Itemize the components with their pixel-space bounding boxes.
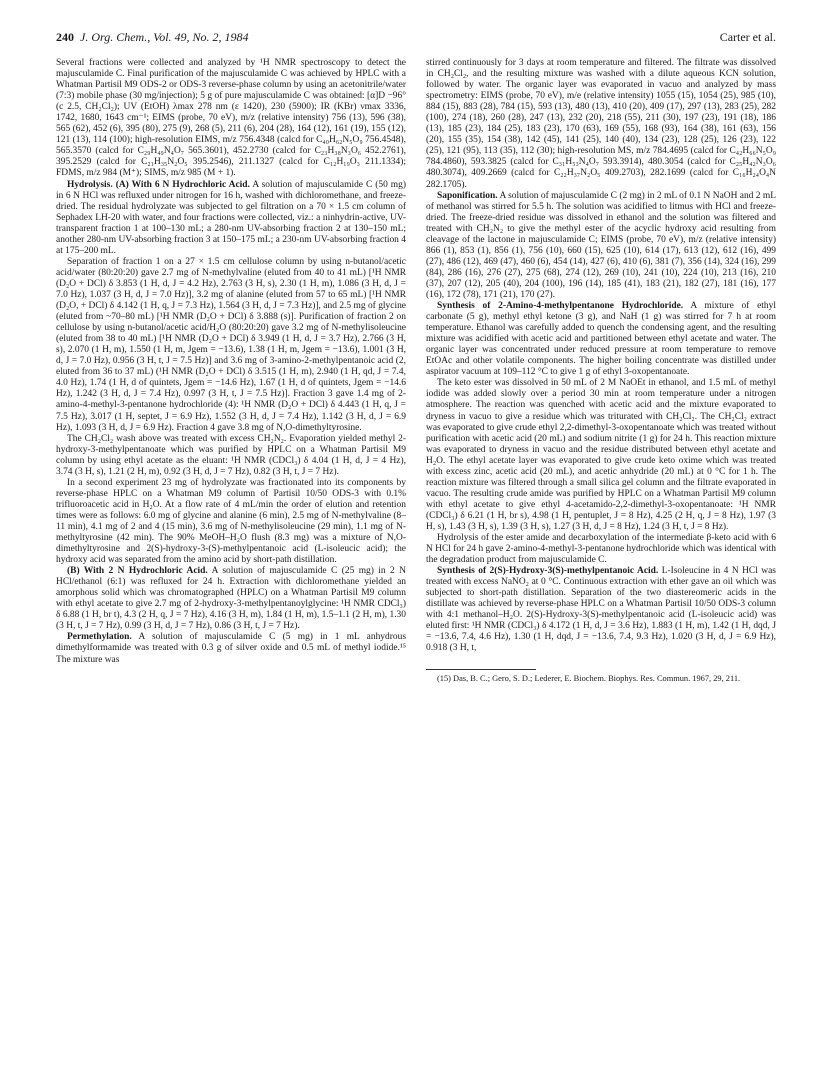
- paragraph: [56, 434, 406, 478]
- paragraph-text: In a second experiment 23 mg of hydrolyzate was fractionated into its components by reverse-phase HPLC on a Whatman M9 column of Partisil 10/50 ODS-3 with 0.1% trifluoroacetic acid in H₂O. At a flow rate of 4 mL/min the order of elution and retention times were as follows: 6.0 mg of glycine and alanine (6 min), 2.5 mg of N-methylvaline (8–11 min), 4.1 mg of 2 and 4 (15 min), 3.6 mg of N-methylisoleucine (29 min), 1.1 mg of N-methyltyrosine (42 min). The 90% MeOH–H₂O flush (8.3 mg) was a mixture of N,O-dimethyltyrosine and 2(S)-hydroxy-3-(S)-methylpentanoic acid (L-isoleucic acid); the hydroxy acid was separated from the amino acid by short-path distillation.: [56, 477, 406, 566]
- paragraph-text: A solution of majusculamide C (25 mg) in 2 N HCl/ethanol (6:1) was refluxed for 24 h. Extraction with dichloromethane yielded an amorphous solid which was chromatographed (HPLC) on a Whatman Partisil M9 column with ethyl acetate to give 2.7 mg of 2-hydroxy-3-methylpentanoylglycine: ¹H NMR CDCl₃) δ 6.88 (1 H, br t), 4.3 (2 H, q, J = 7 Hz), 4.16 (3 H, m), 1.84 (1 H, m), 1.5–1.1 (2 H, m), 1.30 (3 H, t, J = 7 Hz), 0.99 (3 H, d, J = 7 Hz), 0.86 (3 H, t, J = 7 Hz).: [56, 566, 406, 632]
- paragraph: [426, 58, 776, 191]
- paragraph-text: The keto ester was dissolved in 50 mL of 2 M NaOEt in ethanol, and 1.5 mL of methyl iodide was added slowly over a period 30 min at room temperature under a nitrogen atmosphere. The reaction was quenched with acetic acid and the mixture evaporated to dryness in vacuo to give a residue which was triturated with CH₂Cl₂. The CH₂Cl₂ extract was evaporated to give crude ethyl 2,2-dimethyl-3-oxopentanoate which was treated without purification with acetic acid (20 mL) and sodium nitrite (1 g) for 24 h. This reaction mixture was evaporated to dryness in vacuo and the residue distributed between ethyl acetate and H₂O. The ethyl acetate layer was evaporated to give crude keto oxime which was treated with excess zinc, acetic acid (20 mL), and acetic anhydride (20 mL) at 0 °C for 1 h. The reaction mixture was filtered through a small silica gel column and the filtrate evaporated in vacuo. The resulting crude amide was purified by HPLC on a Whatman Partisil M9 column with ethyl acetate to give ethyl 4-acetamido-2,2-dimethyl-3-oxopentanoate: ¹H NMR (CDCl₃) δ 6.21 (1 H, br s), 4.98 (1 H, pentuplet, J = 8 Hz), 4.25 (2 H, q, J = 8 Hz), 1.97 (3 H, s), 1.43 (3 H, s), 1.39 (3 H, s), 1.27 (3 H, d, J = 8 Hz), 1.24 (3 H, t, J = 8 Hz).: [426, 378, 776, 532]
- paragraph-text: Hydrolysis of the ester amide and decarboxylation of the intermediate β-keto acid with 6 N HCl for 24 h gave 2-amino-4-methyl-3-pentanone hydrochloride which was identical with the degradation product from majusculamide C.: [426, 533, 776, 566]
- header-left: [56, 30, 249, 45]
- paragraph-text: Separation of fraction 1 on a 27 × 1.5 cm cellulose column by using n-butanol/acetic acid/water (80:20:20) gave 2.7 mg of N-methylvaline (eluted from 40 to 41 mL) [¹H NMR (D₂O + DCl) δ 3.853 (1 H, d, J = 4.2 Hz), 2.763 (3 H, s), 2.30 (1 H, m), 1.086 (3 H, d, J = 7.0 Hz), 1.037 (3 H, d, J = 7.0 Hz)], 3.2 mg of alanine (eluted from 57 to 65 mL) [¹H NMR (D₂O, + DCl) δ 4.142 (1 H, q, J = 7.3 Hz), 1.564 (3 H, d, J = 7.3 Hz)], and 2.5 mg of glycine (eluted from ~70–80 mL) [¹H NMR (D₂O + DCl) δ 3.888 (s)]. Purification of fraction 2 on cellulose by using n-butanol/acetic acid/H₂O (80:20:20) gave 3.2 mg of N-methylisoleucine (eluted from 38 to 40 mL) [¹H NMR (D₂O + DCl) δ 3.949 (1 H, d, J = 3.7 Hz), 2.766 (3 H, s), 2.070 (1 H, m), 1.550 (1 H, m, Jgem = −13.6), 1.38 (1 H, m, Jgem = −13.6), 1.001 (3 H, d, J = 7.0 Hz), 0.956 (3 H, t, J = 7.5 Hz)] and 3.6 mg of 3-amino-2-methylpentanoic acid (2, eluted from 36 to 37 mL) (¹H NMR (D₂O + DCl) δ 3.515 (1 H, m), 2.940 (1 H, qd, J = 7.4, 4.0 Hz), 1.74 (1 H, d of quintets, Jgem = −14.6 Hz), 1.67 (1 H, d of quintets, Jgem = −14.6 Hz), 1.242 (3 H, d, J = 7.4 Hz), 0.997 (3 H, t, J = 7.5 Hz)]. Fraction 3 gave 1.4 mg of 2-amino-4-methyl-3-pentanone hydrochloride (4): ¹H NMR (D₂O + DCl) δ 4.443 (1 H, q, J = 7.5 Hz), 3.017 (1 H, septet, J = 6.9 Hz), 1.552 (3 H, d, J = 7.4 Hz), 1.142 (3 H, d, J = 6.9 Hz), 1.093 (3 H, d, J = 6.9 Hz). Fraction 4 gave 3.8 mg of N,O-dimethyltyrosine.: [56, 256, 406, 433]
- section-heading: (B) With 2 N Hydrochloric Acid.: [67, 566, 208, 577]
- paragraph: [56, 566, 406, 632]
- paragraph: [426, 566, 776, 654]
- two-column-body: [56, 58, 776, 684]
- section-heading: Saponification.: [437, 190, 498, 201]
- section-heading: Hydrolysis. (A) With 6 N Hydrochloric Acid.: [67, 179, 250, 190]
- paragraph: [426, 533, 776, 566]
- page-number: 240: [56, 30, 74, 44]
- paragraph-text: L-Isoleucine in 4 N HCl was treated with excess NaNO₂ at 0 °C. Continuous extraction with ether gave an oil which was subjected to short-path distillation. Separation of the two diastereomeric acids in the distillate was achieved by reverse-phase HPLC on a Whatman Partisil 10/50 ODS-3 column with 4:1 methanol–H₂O. 2(S)-Hydroxy-3(S)-methylpentanoic acid (L-isoleucic acid) was eluted first: ¹H NMR (CDCl₃) δ 4.172 (1 H, d, J = 3.6 Hz), 1.883 (1 H, m), 1.42 (1 H, dqd, J = −13.6, 7.4, 4.6 Hz), 1.30 (1 H, dqd, J = −13.6, 7.4, 9.3 Hz), 1.020 (3 H, d, J = 6.9 Hz), 0.918 (3 H, t,: [426, 566, 776, 654]
- section-heading: Synthesis of 2-Amino-4-methylpentanone Hydrochloride.: [437, 301, 684, 312]
- paragraph: [56, 180, 406, 257]
- paragraph-text: A solution of majusculamide C (2 mg) in 2 mL of 0.1 N NaOH and 2 mL of methanol was stirred for 5.5 h. The solution was acidified to litmus with HCl and freeze-dried. The freeze-dried residue was dissolved in ethanol and the solution was filtered and treated with CH₂N₂ to give the methyl ester of the acyclic hydroxy acid resulting from cleavage of the lactone in majusculamide C; EIMS (probe, 70 eV), m/z (relative intensity) 866 (1), 853 (1), 856 (1), 756 (10), 660 (15), 625 (10), 614 (17), 613 (12), 612 (16), 499 (27), 486 (12), 469 (47), 460 (6), 454 (14), 427 (6), 410 (6), 381 (7), 356 (14), 324 (16), 299 (84), 286 (16), 276 (27), 275 (68), 274 (12), 269 (10), 241 (10), 224 (10), 213 (16), 210 (37), 207 (12), 205 (40), 204 (100), 196 (14), 185 (41), 183 (21), 182 (27), 181 (16), 177 (16), 172 (78), 171 (21), 170 (27).: [426, 190, 776, 300]
- left-column: [56, 58, 406, 684]
- paragraph: [426, 191, 776, 301]
- paragraph: [56, 58, 406, 180]
- section-heading: Permethylation.: [67, 632, 132, 643]
- paragraph: [56, 257, 406, 434]
- footnote-divider: [426, 669, 536, 670]
- paragraph-text: A solution of majusculamide C (50 mg) in 6 N HCl was refluxed under nitrogen for 16 h, washed with dichloromethane, and freeze-dried. The residual hydrolyzate was subjected to gel filtration on a 70 × 1.5 cm column of Sephadex LH-20 with water, and four fractions were collected, viz.: a ninhydrin-active, UV-transparent fraction 1 at 100–130 mL; a 280-nm UV-absorbing fraction 2 at 130–150 mL; another 280-nm UV-absorbing fraction 3 at 150–175 mL; a 230-nm UV-absorbing fraction 4 at 175–200 mL.: [56, 179, 406, 256]
- footnote: (15) Das, B. C.; Gero, S. D.; Lederer, E. Biochem. Biophys. Res. Commun. 1967, 29, 211.: [437, 673, 741, 683]
- paragraph-text: A solution of majusculamide C (5 mg) in 1 mL anhydrous dimethylformamide was treated with 0.3 g of silver oxide and 0.5 mL of methyl iodide.¹⁵ The mixture was: [56, 632, 406, 665]
- journal-citation: J. Org. Chem., Vol. 49, No. 2, 1984: [80, 30, 249, 44]
- running-header: [56, 30, 776, 52]
- paragraph-text: A mixture of ethyl carbonate (5 g), methyl ethyl ketone (3 g), and NaH (1 g) was stirred for 7 h at room temperature. Ethanol was carefully added to quench the condensing agent, and the resulting mixture was acidified with acetic acid and partitioned between ethyl acetate and water. The organic layer was concentrated under reduced pressure at room temperature to remove EtOAc and other volatile components. The higher boiling concentrate was distilled under aspirator vacuum at 109–112 °C to give 1 g of ethyl 3-oxopentanoate.: [426, 301, 776, 378]
- right-column: [426, 58, 776, 684]
- section-heading: Synthesis of 2(S)-Hydroxy-3(S)-methylpentanoic Acid.: [437, 566, 659, 577]
- paragraph: [426, 378, 776, 533]
- header-authors: Carter et al.: [719, 30, 776, 44]
- paragraph: [426, 301, 776, 378]
- paragraph-text: The CH₂Cl₂ wash above was treated with excess CH₂N₂. Evaporation yielded methyl 2-hydroxy-3-methylpentanoate which was purified by HPLC on a Whatman Partisil M9 column by using ethyl acetate as the eluant: ¹H NMR (CDCl₃) δ 4.04 (1 H, d, J = 4 Hz), 3.74 (3 H, s), 1.21 (2 H, m), 0.92 (3 H, d, J = 7 Hz), 0.82 (3 H, t, J = 7 Hz).: [56, 433, 406, 477]
- paragraph-text: stirred continuously for 3 days at room temperature and filtered. The filtrate was dissolved in CH₂Cl₂, and the resulting mixture was washed with a dilute aqueous KCN solution, followed by water. The organic layer was evaporated in vacuo and analyzed by mass spectrometry: EIMS (probe, 70 eV), m/e (relative intensity) 1055 (15), 1054 (25), 985 (10), 884 (15), 883 (28), 784 (15), 593 (13), 480 (13), 410 (20), 409 (17), 297 (13), 283 (25), 282 (100), 274 (18), 260 (28), 247 (13), 232 (20), 218 (55), 211 (30), 197 (23), 191 (18), 186 (13), 185 (23), 184 (25), 183 (23), 170 (63), 169 (55), 168 (93), 164 (38), 161 (63), 156 (20), 155 (35), 154 (38), 142 (45), 141 (25), 140 (40), 134 (23), 128 (25), 126 (23), 122 (25), 121 (95), 113 (35), 112 (30); high-resolution MS, m/z 784.4695 (calcd for C₄₂H₆₆N₅O₉ 784.4860), 593.3825 (calcd for C₃₁H₅₃N₄O₇ 593.3914), 480.3054 (calcd for C₂₅H₄₂N₃O₆ 480.3074), 409.2669 (calcd for C₂₂H₃₇N₂O₅ 409.2703), 282.1699 (calcd for C₁₆H₂₄O₄N 282.1705).: [426, 58, 776, 190]
- paragraph: [56, 478, 406, 566]
- paragraph-text: Several fractions were collected and analyzed by ¹H NMR spectroscopy to detect the majusculamide C. Final purification of the majusculamide C was achieved by HPLC with a Whatman Partisil M9 ODS-2 or ODS-3 reverse-phase column by using an acetonitrile/water (7:3) mobile phase (30 mg/injection); 5 g of pure majusculamide C was obtained: [α]D −96° (c 2.5, CH₂Cl₂); UV (EtOH) λmax 278 nm (ε 1420), 230 (5900); IR (KBr) νmax 3336, 1742, 1680, 1643 cm⁻¹; EIMS (probe, 70 eV), m/z (relative intensity) 756 (13), 596 (38), 565 (62), 452 (6), 395 (80), 275 (9), 268 (5), 211 (6), 204 (28), 164 (12), 161 (19), 155 (12), 121 (13), 114 (100); high-resolution EIMS, m/z 756.4348 (calcd for C₄₀H₆₂N₅O₉ 756.4548), 565.3570 (calcd for C₂₉H₄₉N₄O₇ 565.3601), 452.2730 (calcd for C₂₃H₃₈N₃O₆ 452.2761), 395.2529 (calcd for C₂₁H₃₅N₂O₅ 395.2546), 211.1327 (calcd for C₁₂H₁₉O₃ 211.1334); FDMS, m/z 984 (M⁺); SIMS, m/z 985 (M + 1).: [56, 58, 406, 179]
- paragraph: [56, 632, 406, 665]
